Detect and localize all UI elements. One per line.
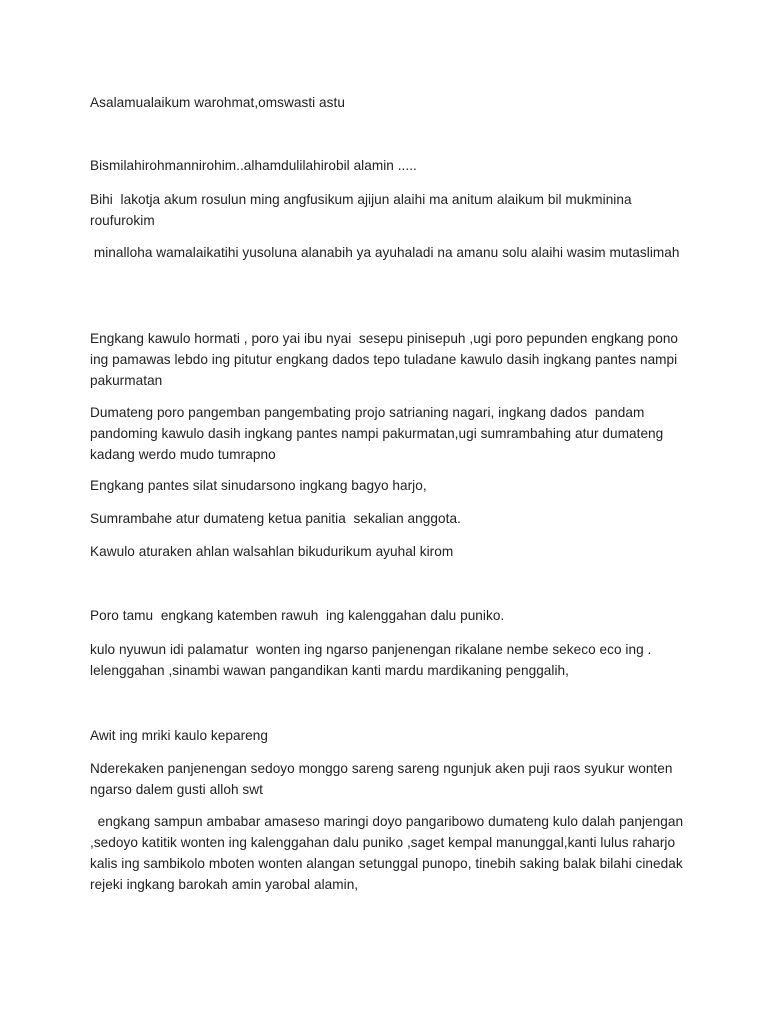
verse-paragraph: minalloha wamalaikatihi yusoluna alanabih ya ayuhaladi na amanu solu alaihi wasim mutaslimah [90, 245, 680, 260]
guests-paragraph: Poro tamu engkang katemben rawuh ing kalenggahan dalu puniko. [90, 608, 505, 623]
officials-paragraph: Dumateng poro pangemban pangembating projo satrianing nagari, ingkang dados pandam pandoming kawulo dasih ingkang pantes nampi pakurmatan,ugi sumrambahing atur dumateng kadang werdo mudo tumrapno [90, 405, 668, 462]
opening-paragraph: Awit ing mriki kaulo kepareng [90, 728, 269, 743]
respected-paragraph: Engkang pantes silat sinudarsono ingkang bagyo harjo, [90, 478, 427, 493]
bismillah-paragraph: Bismilahirohmannirohim..alhamdulilahirobil alamin ..... [90, 158, 417, 173]
hadith-paragraph: Bihi lakotja akum rosulun ming angfusikum ajijun alaihi ma anitum alaikum bil mukminina roufurokim [90, 192, 636, 228]
committee-paragraph: Sumrambahe atur dumateng ketua panitia sekalian anggota. [90, 511, 461, 526]
blessing-paragraph: engkang sampun ambabar amaseso maringi doyo pangaribowo dumateng kulo dalah panjengan ,sedoyo katitik wonten ing kalenggahan dalu puniko ,saget kempal manunggal,kanti lulus raharjo kalis ing sambikolo mboten wonten alangan setunggal punopo, tinebih saking balak bilahi cinedak rejeki ingkang barokah amin yarobal alamin, [90, 814, 691, 892]
welcome-paragraph: Kawulo aturaken ahlan walsahlan bikudurikum ayuhal kirom [90, 544, 454, 559]
honored-guests-paragraph: Engkang kawulo hormati , poro yai ibu nyai sesepu pinisepuh ,ugi poro pepunden engkang pono ing pamawas lebdo ing pitutur engkang dados tepo tuladane kawulo dasih ingkang pantes nampi pakurmatan [90, 331, 682, 388]
permission-paragraph: kulo nyuwun idi palamatur wonten ing ngarso panjenengan rikalane nembe sekeco eco ing . lelenggahan ,sinambi wawan pangandikan kanti mardu mardikaning penggalih, [90, 642, 656, 678]
greeting-paragraph: Asalamualaikum warohmat,omswasti astu [90, 95, 345, 110]
gratitude-paragraph: Nderekaken panjenengan sedoyo monggo sareng sareng ngunjuk aken puji raos syukur wonten ngarso dalem gusti alloh swt [90, 761, 677, 797]
